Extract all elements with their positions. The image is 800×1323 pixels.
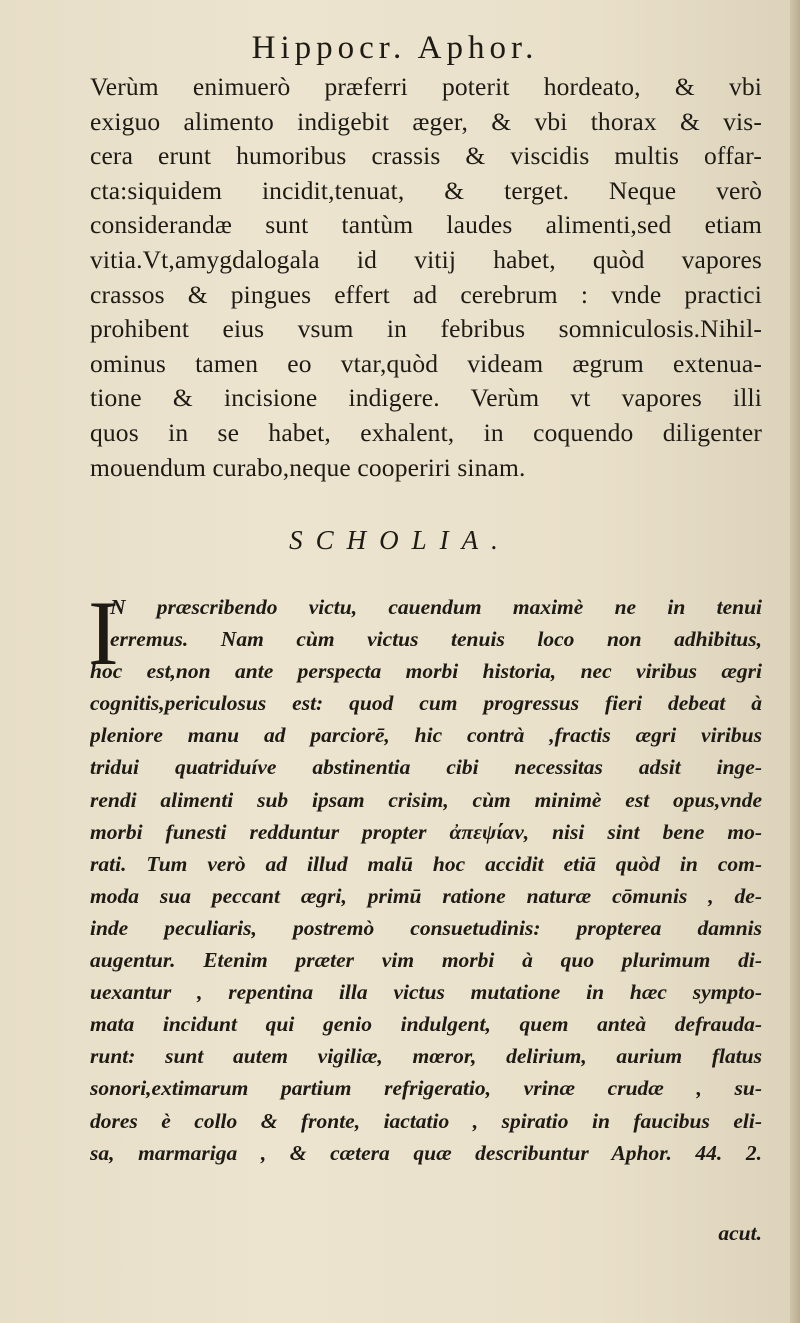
text-line: quos in se habet, exhalent, in coquendo diligenter	[90, 417, 762, 447]
text-line: prohibent eius vsum in febribus somniculosis.Nihil-	[90, 314, 762, 344]
text-line: Verùm enimuerò præferri poterit hordeato, & vbi	[90, 72, 762, 101]
text-line: exiguo alimento indigebit æger, & vbi thorax & vis-	[90, 106, 762, 136]
scholia-line: uexantur , repentina illa victus mutatione in hæc sympto-	[90, 980, 762, 1005]
text-line: tione & incisione indigere. Verùm vt vapores illi	[90, 383, 762, 413]
scholia-line: morbi funesti redduntur propter ἀπεψίαν, nisi sint bene mo-	[90, 819, 762, 844]
scholia-line: pleniore manu ad parciorē, hic contrà ,fractis ægri viribus	[90, 723, 762, 748]
scholia-line: inde peculiaris, postremò consuetudinis: propterea damnis	[90, 915, 762, 940]
text-line: vitia.Vt,amygdalogala id vitij habet, quòd vapores	[90, 244, 762, 274]
scholia-line: hoc est,non ante perspecta morbi historia, nec viribus ægri	[90, 659, 762, 684]
scholia-line: sa, marmariga , & cætera quæ describuntur Aphor. 44. 2.	[90, 1140, 762, 1165]
text-line: mouendum curabo,neque cooperiri sinam.	[90, 452, 526, 482]
text-line: cera erunt humoribus crassis & viscidis multis offar-	[90, 141, 762, 171]
text-line: considerandæ sunt tantùm laudes alimenti,sed etiam	[90, 210, 762, 240]
scholia-line: sonori,extimarum partium refrigeratio, vrinæ crudæ , su-	[90, 1076, 762, 1101]
main-text	[90, 70, 762, 485]
page-edge	[790, 0, 800, 1323]
text-line: ominus tamen eo vtar,quòd videam ægrum extenua-	[90, 348, 762, 378]
scholia-text	[88, 582, 762, 1169]
scholia-line: erremus. Nam cùm victus tenuis loco non adhibitus,	[110, 627, 762, 652]
scholia-line: runt: sunt autem vigiliæ, mœror, delirium, aurium flatus	[90, 1044, 762, 1069]
running-head: Hippocr. Aphor.	[251, 30, 539, 66]
scholia-line: cognitis,periculosus est: quod cum progressus fieri debeat à	[90, 691, 762, 716]
scholia-line: dores è collo & fronte, iactatio , spiratio in faucibus eli-	[90, 1108, 762, 1133]
scholia-line: augentur. Etenim præter vim morbi à quo plurimum di-	[90, 948, 762, 973]
catchword: acut.	[718, 1221, 762, 1245]
scholia-line: tridui quatriduíve abstinentia cibi necessitas adsit inge-	[90, 755, 762, 780]
scholia-heading: SCHOLIA.	[289, 525, 511, 555]
scholia-line: rendi alimenti sub ipsam crisim, cùm minimè est opus,vnde	[90, 787, 762, 812]
text-line: crassos & pingues effert ad cerebrum : vnde practici	[90, 279, 762, 309]
scholia-line: rati. Tum verò ad illud malū hoc accidit etiā quòd in com-	[90, 851, 762, 876]
scholia-line: N præscribendo victu, cauendum maximè ne in tenui	[110, 595, 762, 619]
text-line: cta:siquidem incidit,tenuat, & terget. Neque verò	[90, 175, 762, 205]
scholia-line: mata incidunt qui genio indulgent, quem anteà defrauda-	[90, 1012, 762, 1037]
scholia-line: moda sua peccant ægri, primū ratione naturæ cōmunis , de-	[90, 883, 762, 908]
drop-cap: I	[88, 582, 119, 684]
